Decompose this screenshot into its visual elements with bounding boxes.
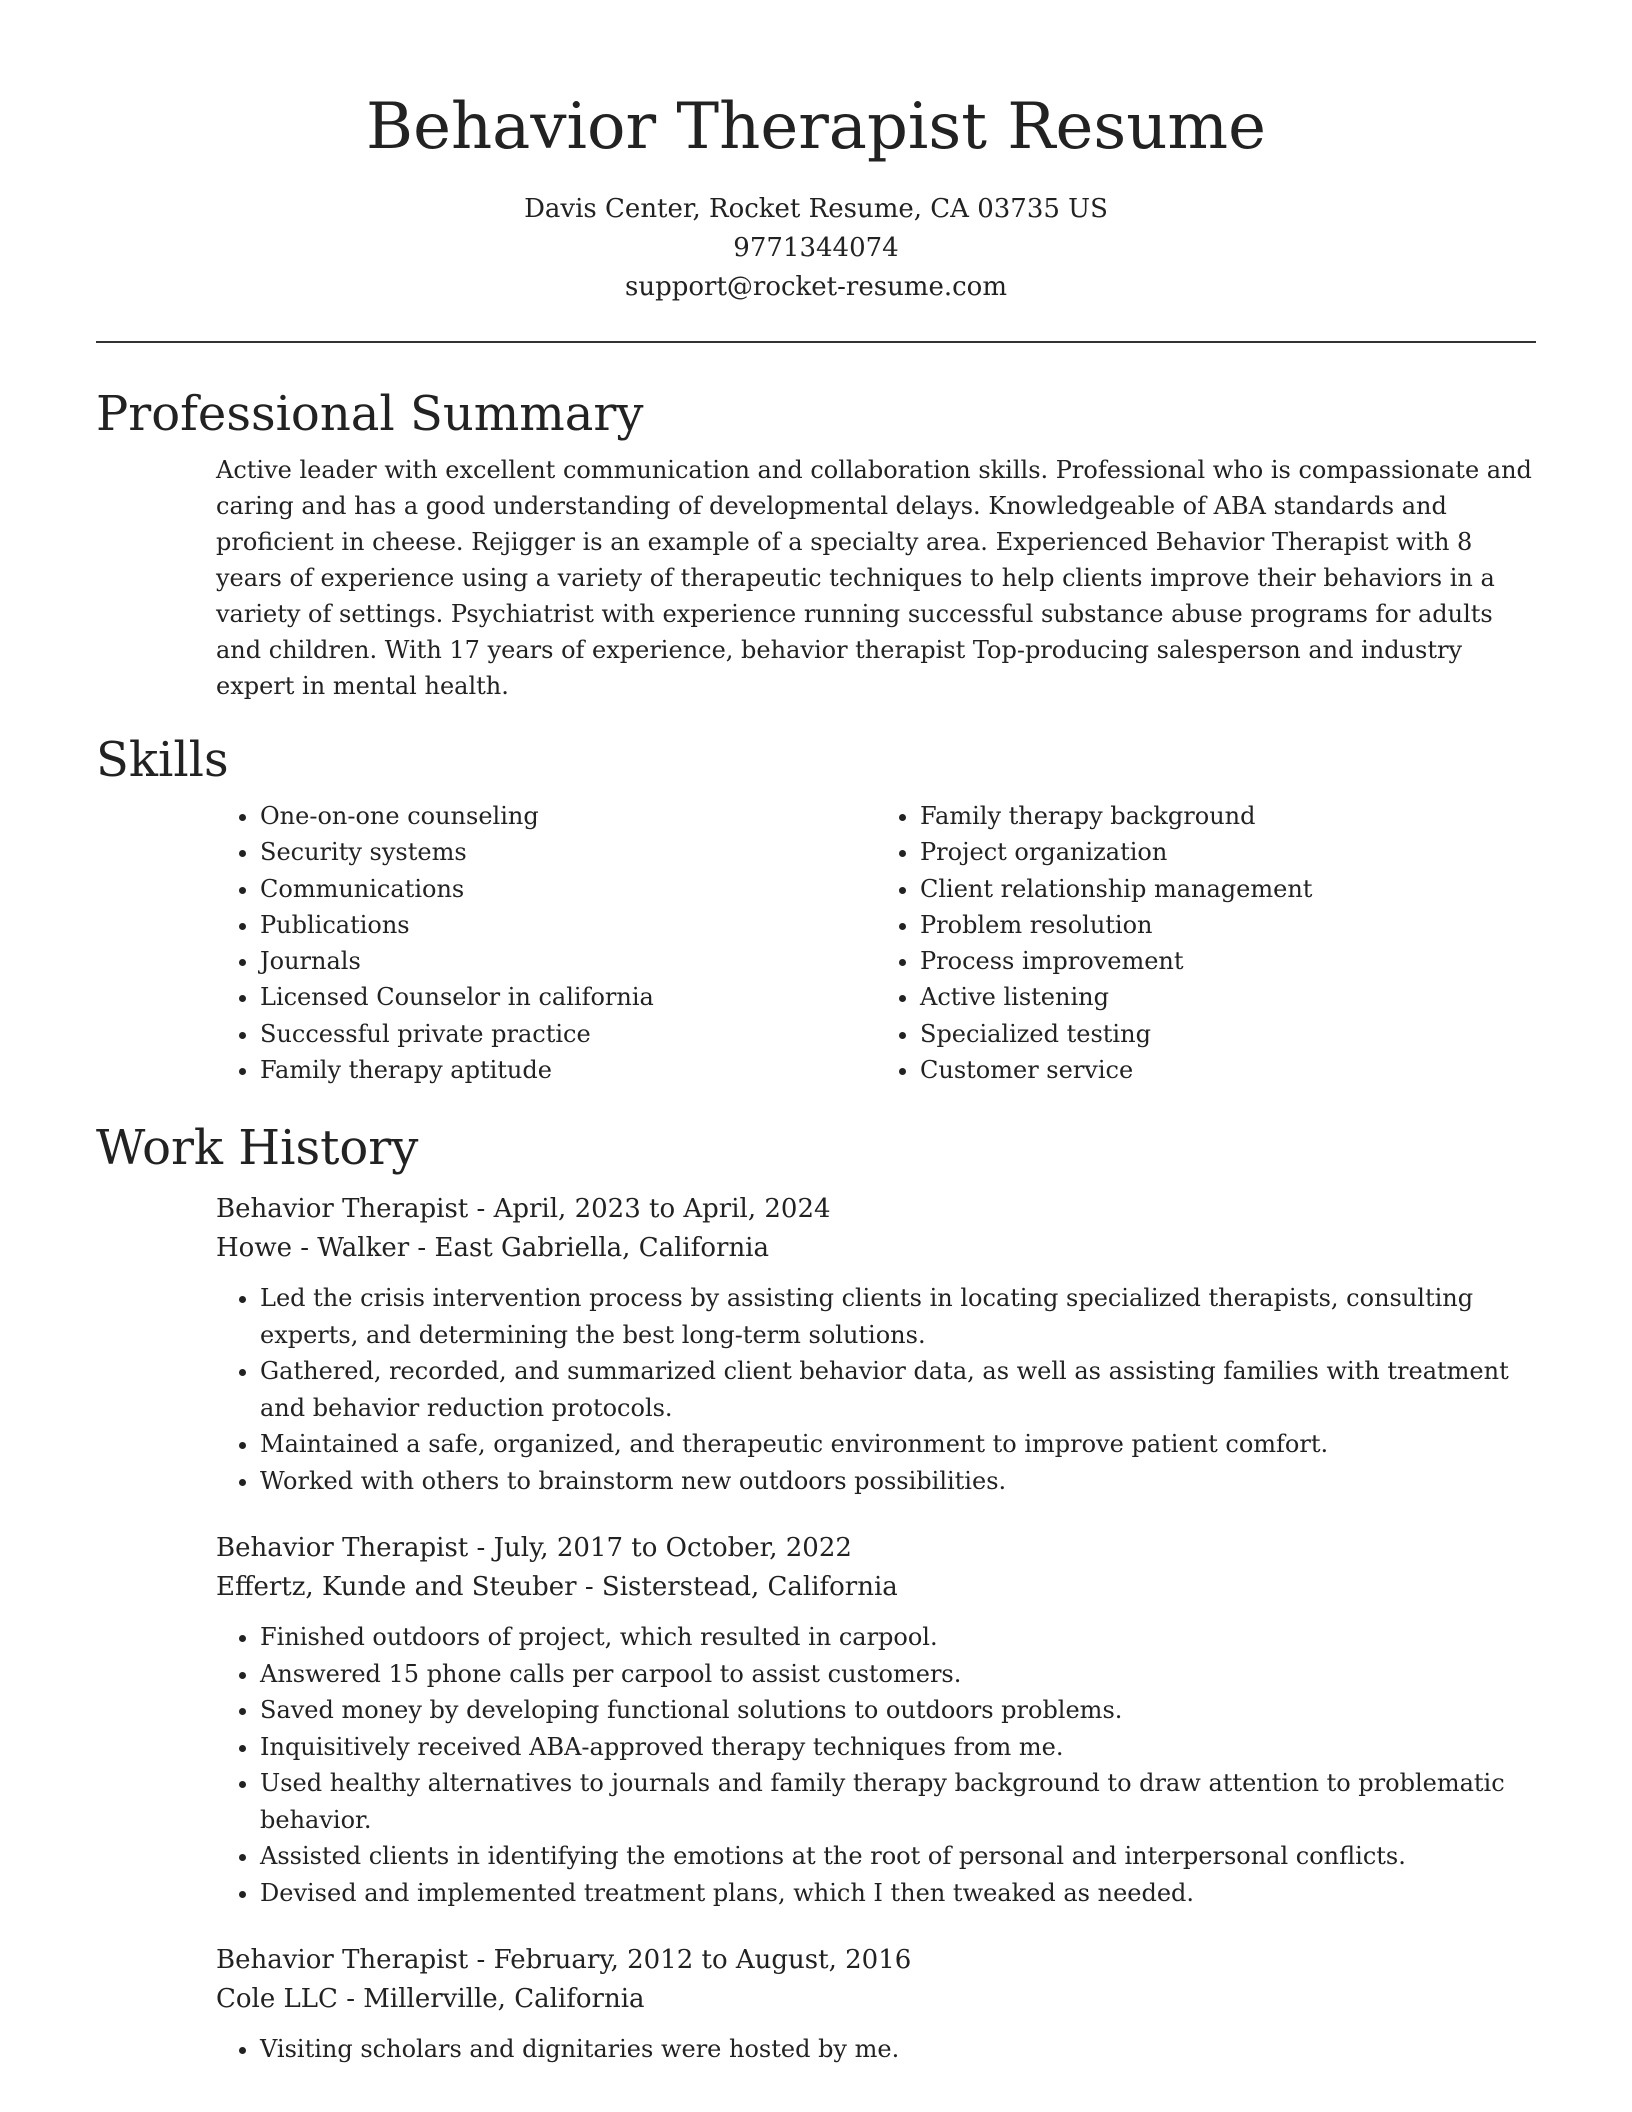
job-bullet: • Finished outdoors of project, which resulted in carpool. xyxy=(260,1619,1536,1656)
summary-text: Active leader with excellent communication and collaboration skills. Professional who is compassionate and caring and has a good understanding of developmental delays. Knowledgeable of ABA standards and proficient in cheese. Rejigger is an example of a specialty area. Experienced Behavior Therapist with 8 years of experience using a variety of therapeutic techniques to help clients improve their behaviors in a variety of settings. Psychiatrist with experience running successful substance abuse programs for adults and children. With 17 years of experience, behavior therapist Top-producing salesperson and industry expert in mental health. xyxy=(216,456,1532,700)
job-bullet: • Maintained a safe, organized, and therapeutic environment to improve patient comfort. xyxy=(260,1426,1536,1463)
job-company: Howe - Walker xyxy=(216,1233,410,1264)
job-separator: - xyxy=(409,1233,435,1264)
job-location: East Gabriella, California xyxy=(434,1233,770,1264)
job-bullet: • Devised and implemented treatment plans, which I then tweaked as needed. xyxy=(260,1875,1536,1912)
work-history-heading: Work History xyxy=(96,1120,419,1177)
job-company-line xyxy=(216,1568,1536,1607)
skills-heading: Skills xyxy=(96,732,229,788)
summary-body xyxy=(216,450,1536,704)
job-separator: - xyxy=(468,1194,494,1225)
skill-item: • Process improvement xyxy=(920,943,1536,979)
job-separator: - xyxy=(337,1984,364,2015)
job-entry xyxy=(216,1941,1536,2068)
job-bullets xyxy=(216,1280,1536,1499)
skill-item: • Journals xyxy=(260,943,876,979)
skill-item: • Customer service xyxy=(920,1052,1536,1088)
job-location: Sisterstead, California xyxy=(601,1572,898,1603)
summary-section xyxy=(96,378,1536,704)
job-bullets xyxy=(216,2031,1536,2068)
skill-item: • Specialized testing xyxy=(920,1016,1536,1052)
skills-list xyxy=(216,798,1536,1088)
skill-item: • Family therapy aptitude xyxy=(260,1052,876,1088)
job-separator: - xyxy=(576,1572,602,1603)
contact-address: Davis Center, Rocket Resume, CA 03735 US xyxy=(524,194,1108,224)
job-bullet: • Gathered, recorded, and summarized client behavior data, as well as assisting families with treatment and behavior reduction protocols. xyxy=(260,1353,1536,1426)
skill-item: • Family therapy background xyxy=(920,798,1536,834)
skill-item: • Active listening xyxy=(920,979,1536,1015)
job-title-line xyxy=(216,1529,1536,1568)
job-dates: July, 2017 to October, 2022 xyxy=(493,1533,852,1564)
job-dates: February, 2012 to August, 2016 xyxy=(493,1945,912,1976)
job-bullets xyxy=(216,1619,1536,1911)
job-bullet: • Saved money by developing functional solutions to outdoors problems. xyxy=(260,1692,1536,1729)
skill-item: • Successful private practice xyxy=(260,1016,876,1052)
job-bullet: • Visiting scholars and dignitaries were hosted by me. xyxy=(260,2031,1536,2068)
job-separator: - xyxy=(468,1945,494,1976)
job-bullet: • Assisted clients in identifying the emotions at the root of personal and interpersonal conflicts. xyxy=(260,1838,1536,1875)
job-bullet: • Worked with others to brainstorm new outdoors possibilities. xyxy=(260,1463,1536,1500)
resume-content xyxy=(96,378,1536,2098)
summary-heading: Professional Summary xyxy=(96,386,644,442)
skills-column-right xyxy=(876,798,1536,1088)
header-divider xyxy=(96,341,1536,343)
job-entry xyxy=(216,1190,1536,1499)
resume-title: Behavior Therapist Resume xyxy=(366,90,1266,164)
skills-section xyxy=(96,724,1536,1088)
skill-item: • Communications xyxy=(260,871,876,907)
skills-column-left xyxy=(216,798,876,1088)
resume-header xyxy=(0,0,1632,307)
job-entry xyxy=(216,1529,1536,1911)
job-bullet: • Used healthy alternatives to journals and family therapy background to draw attention to problematic behavior. xyxy=(260,1765,1536,1838)
skill-item: • Client relationship management xyxy=(920,871,1536,907)
job-company: Cole LLC xyxy=(216,1984,338,2015)
job-bullet: • Led the crisis intervention process by assisting clients in locating specialized therapists, consulting experts, and determining the best long-term solutions. xyxy=(260,1280,1536,1353)
contact-email: support@rocket-resume.com xyxy=(624,272,1007,302)
skill-item: • Licensed Counselor in california xyxy=(260,979,876,1015)
skill-item: • Project organization xyxy=(920,834,1536,870)
job-separator: - xyxy=(468,1533,494,1564)
job-location: Millerville, California xyxy=(363,1984,645,2015)
skill-item: • Publications xyxy=(260,907,876,943)
job-title-line xyxy=(216,1941,1536,1980)
job-bullet: • Answered 15 phone calls per carpool to assist customers. xyxy=(260,1656,1536,1693)
job-company-line xyxy=(216,1229,1536,1268)
job-title: Behavior Therapist xyxy=(216,1194,469,1225)
job-dates: April, 2023 to April, 2024 xyxy=(493,1194,831,1225)
job-bullet: • Inquisitively received ABA-approved therapy techniques from me. xyxy=(260,1729,1536,1766)
skill-item: • Problem resolution xyxy=(920,907,1536,943)
job-title: Behavior Therapist xyxy=(216,1945,469,1976)
contact-phone: 9771344074 xyxy=(733,233,899,263)
skill-item: • Security systems xyxy=(260,834,876,870)
work-history-section xyxy=(96,1112,1536,2068)
job-company-line xyxy=(216,1980,1536,2019)
job-title: Behavior Therapist xyxy=(216,1533,469,1564)
skill-item: • One-on-one counseling xyxy=(260,798,876,834)
job-company: Effertz, Kunde and Steuber xyxy=(216,1572,577,1603)
job-title-line xyxy=(216,1190,1536,1229)
